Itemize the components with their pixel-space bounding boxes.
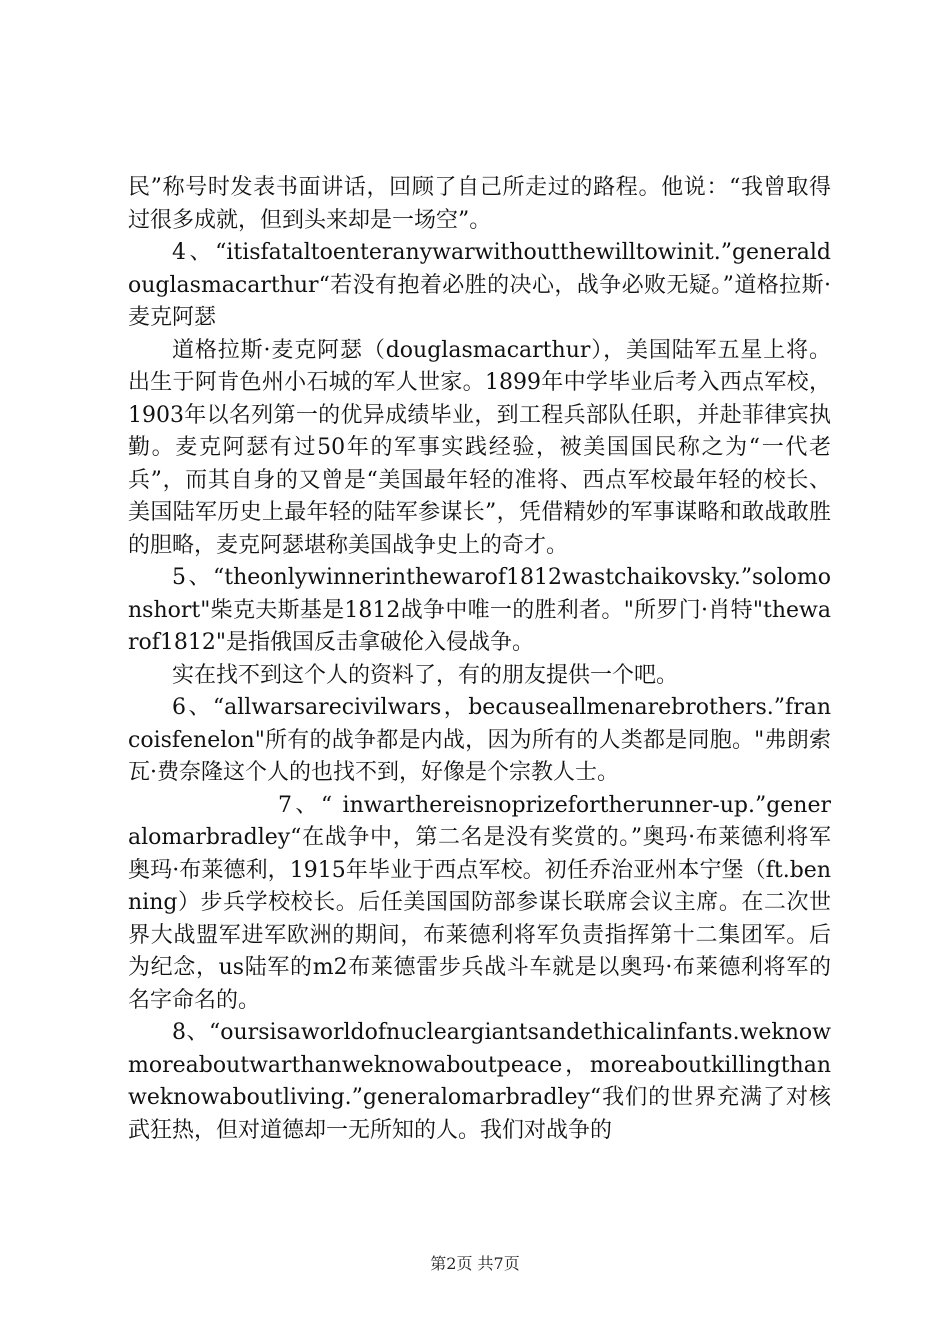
paragraph-8: 8、“oursisaworldofnucleargiantsandethicalinfants.weknowmoreaboutwarthanweknowaboutpeace，moreaboutkillingthanweknowaboutliving.”generalomarbradley“我们的世界充满了对核武狂热，但对道德却一无所知的人。我们对战争的 xyxy=(128,1020,831,1143)
page-number-label: 第2页 共7页 xyxy=(430,1254,520,1273)
document-body xyxy=(128,172,831,1147)
paragraph-3: 道格拉斯·麦克阿瑟（douglasmacarthur），美国陆军五星上将。出生于阿肯色州小石城的军人世家。1899年中学毕业后考入西点军校，1903年以名列第一的优异成绩毕业，到工程兵部队任职，并赴菲律宾执勤。麦克阿瑟有过50年的军事实践经验，被美国国民称之为“一代老兵”，而其自身的又曾是“美国最年轻的准将、西点军校最年轻的校长、美国陆军历史上最年轻的陆军参谋长”，凭借精妙的军事谋略和敢战敢胜的胆略，麦克阿瑟堪称美国战争史上的奇才。 xyxy=(128,337,831,558)
paragraph-2: 4、“itisfataltoenteranywarwithoutthewilltowinit.”generaldouglasmacarthur“若没有抱着必胜的决心，战争必败无疑。”道格拉斯·麦克阿瑟 xyxy=(128,240,831,330)
paragraph-4: 5、“theonlywinnerinthewarof1812wastchaikovsky.”solomonshort"柴克夫斯基是1812战争中唯一的胜利者。"所罗门·肖特"thewarof1812"是指俄国反击拿破伦入侵战争。 xyxy=(128,565,831,655)
page-footer xyxy=(0,1254,950,1274)
paragraph-6: 6、“allwarsarecivilwars，becauseallmenarebrothers.”francoisfenelon"所有的战争都是内战，因为所有的人类都是同胞。"弗朗索瓦·费奈隆这个人的也找不到，好像是个宗教人士。 xyxy=(128,695,831,785)
paragraph-7: 7、“ inwarthereisnoprizefortherunner-up.”generalomarbradley“在战争中，第二名是没有奖赏的。”奥玛·布莱德利将军奥玛·布莱德利，1915年毕业于西点军校。初任乔治亚州本宁堡（ft.benning）步兵学校校长。后任美国国防部参谋长联席会议主席。在二次世界大战盟军进军欧洲的期间，布莱德利将军负责指挥第十二集团军。后为纪念，us陆军的m2布莱德雷步兵战斗车就是以奥玛·布莱德利将军的名字命名的。 xyxy=(128,792,831,1013)
paragraph-5: 实在找不到这个人的资料了，有的朋友提供一个吧。 xyxy=(172,662,679,688)
paragraph-1: 民”称号时发表书面讲话，回顾了自己所走过的路程。他说：“我曾取得过很多成就，但到头来却是一场空”。 xyxy=(128,175,831,233)
